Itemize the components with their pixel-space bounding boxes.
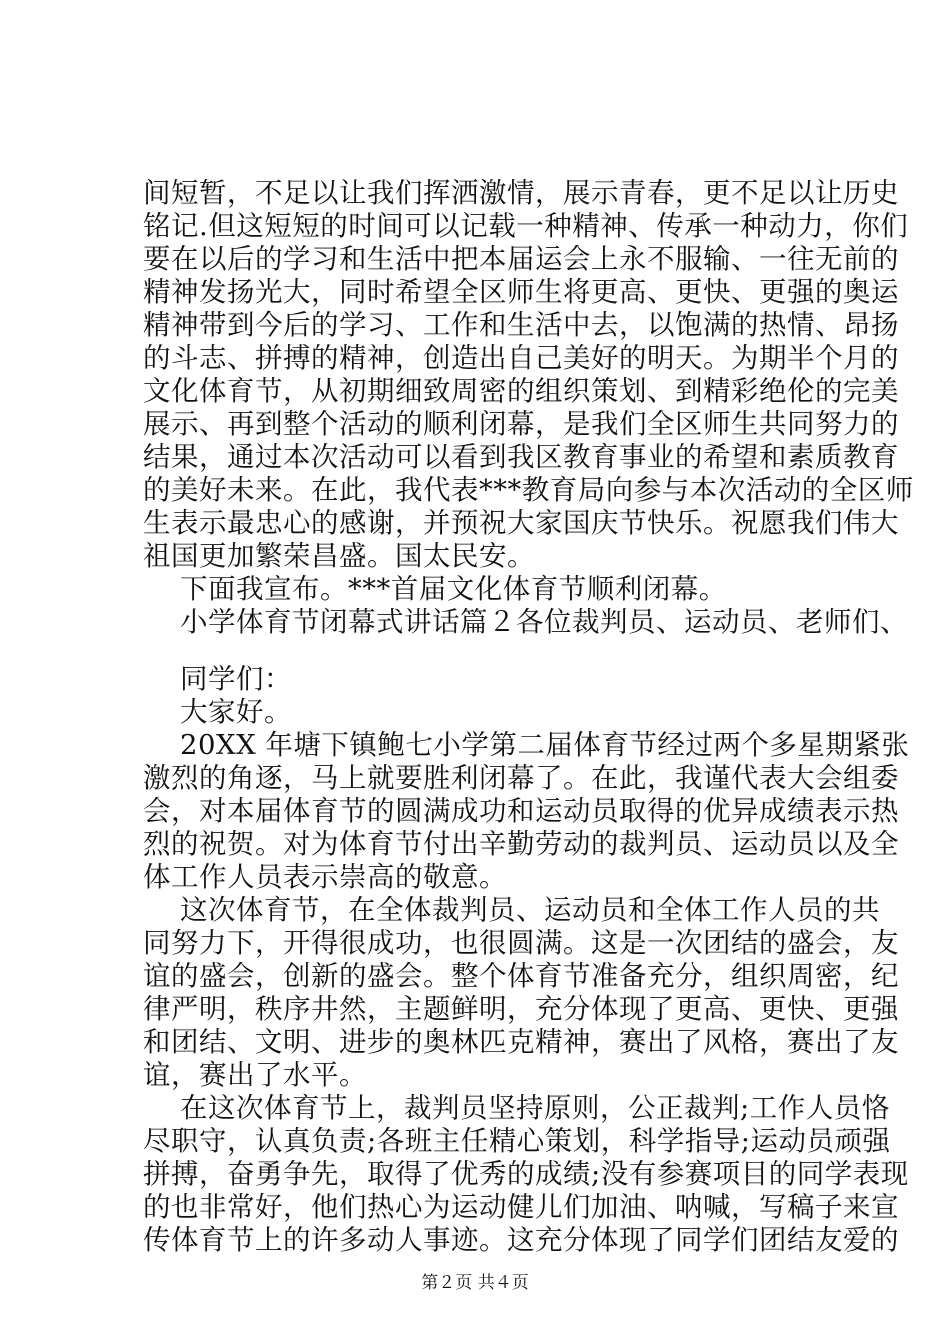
text-line-20: 烈的祝贺。对为体育节付出辛勤劳动的裁判员、运动员以及全 [143,828,899,860]
text-line-12: 祖国更加繁荣昌盛。国太民安。 [143,540,535,572]
text-line-25: 律严明，秩序井然，主题鲜明，充分体现了更高、更快、更强 [143,993,899,1025]
text-line-1: 间短暂，不足以让我们挥洒激情，展示青春，更不足以让历史 [143,177,899,209]
text-line-6: 的斗志、拼搏的精神，创造出自己美好的明天。为期半个月的 [143,342,899,374]
text-line-22: 这次体育节，在全体裁判员、运动员和全体工作人员的共 [180,894,880,926]
text-line-11: 生表示最忠心的感谢，并预祝大家国庆节快乐。祝愿我们伟大 [143,507,899,539]
text-line-2: 铭记.但这短短的时间可以记载一种精神、传承一种动力，你们 [143,210,909,242]
text-line-10: 的美好未来。在此，我代表***教育局向参与本次活动的全区师 [143,474,914,506]
text-line-18: 激烈的角逐，马上就要胜利闭幕了。在此，我谨代表大会组委 [143,762,899,794]
page-number-footer: 第２页 共４页 [421,1273,529,1293]
text-line-32: 传体育节上的许多动人事迹。这充分体现了同学们团结友爱的 [143,1224,899,1256]
text-line-5: 精神带到今后的学习、工作和生活中去，以饱满的热情、昂扬 [143,309,899,341]
text-line-24: 谊的盛会，创新的盛会。整个体育节准备充分，组织周密，纪 [143,960,899,992]
text-line-26: 和团结、文明、进步的奥林匹克精神，赛出了风格，赛出了友 [143,1026,899,1058]
text-line-14: 小学体育节闭幕式讲话篇２各位裁判员、运动员、老师们、 [180,606,908,638]
text-line-30: 拼搏，奋勇争先，取得了优秀的成绩;没有参赛项目的同学表现 [143,1158,909,1190]
text-line-9: 结果，通过本次活动可以看到我区教育事业的希望和素质教育 [143,441,899,473]
text-line-23: 同努力下，开得很成功，也很圆满。这是一次团结的盛会，友 [143,927,899,959]
text-line-17: 20XX 年塘下镇鲍七小学第二届体育节经过两个多星期紧张 [180,729,910,761]
text-line-31: 的也非常好，他们热心为运动健儿们加油、呐喊，写稿子来宣 [143,1191,899,1223]
text-line-15: 同学们： [180,663,292,695]
text-line-16: 大家好。 [180,696,292,728]
text-line-8: 展示、再到整个活动的顺利闭幕，是我们全区师生共同努力的 [143,408,899,440]
text-line-21: 体工作人员表示崇高的敬意。 [143,861,507,893]
text-line-19: 会，对本届体育节的圆满成功和运动员取得的优异成绩表示热 [143,795,899,827]
text-line-27: 谊，赛出了水平。 [143,1059,367,1091]
text-line-7: 文化体育节，从初期细致周密的组织策划、到精彩绝伦的完美 [143,375,899,407]
text-line-3: 要在以后的学习和生活中把本届运会上永不服输、一往无前的 [143,243,899,275]
text-line-28: 在这次体育节上，裁判员坚持原则，公正裁判;工作人员恪 [180,1092,890,1124]
text-line-4: 精神发扬光大，同时希望全区师生将更高、更快、更强的奥运 [143,276,899,308]
text-line-13: 下面我宣布。***首届文化体育节顺利闭幕。 [180,573,727,605]
text-line-29: 尽职守，认真负责;各班主任精心策划，科学指导;运动员顽强 [143,1125,891,1157]
